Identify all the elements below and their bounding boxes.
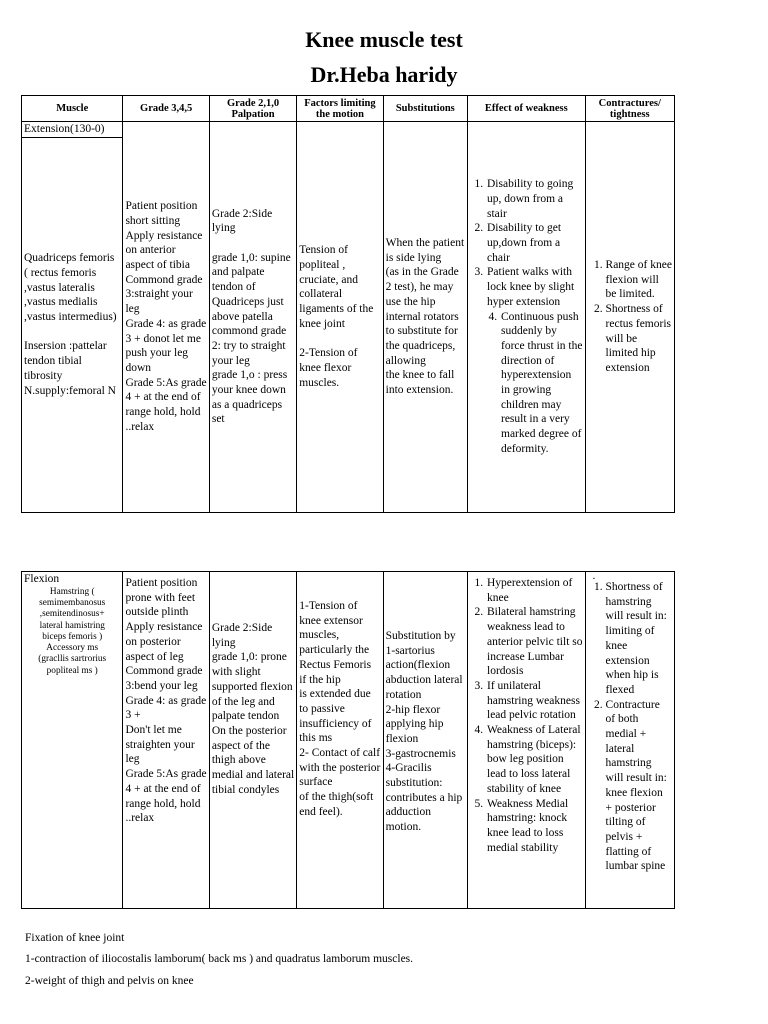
extension-weakness xyxy=(468,122,586,513)
extension-muscle: Quadriceps femoris ( rectus femoris ,vastus lateralis ,vastus medialis ,vastus intermedius) Insersion :pattelar tendon tibial tibrosity N.supply:femoral N xyxy=(22,137,123,512)
fixation-item: 2-weight of thigh and pelvis on knee xyxy=(25,975,194,987)
flexion-grade210: Grade 2:Side lying grade 1,0: prone with slight supported flexion of the leg and palpate tendon On the posterior aspect of the thigh above medial and lateral tibial condyles xyxy=(209,572,296,909)
extension-factors: Tension of popliteal , cruciate, and collateral ligaments of the knee joint 2-Tension of knee flexor muscles. xyxy=(297,122,383,513)
flexion-contractures xyxy=(585,572,674,909)
list-item: 5. Weakness Medial hamstring: knock knee lead to loss medial stability xyxy=(486,797,583,856)
list-item: 2. Shortness of rectus femoris will be limited hip extension xyxy=(606,302,672,376)
column-header-muscle: Muscle xyxy=(22,96,123,122)
flexion-factors: 1-Tension of knee extensor muscles, particularly the Rectus Femoris if the hip is extended due to passive insufficiency of this ms 2- Contact of calf with the posterior surface of the thigh(soft end feel). xyxy=(297,572,383,909)
column-header-contractures: Contractures/ tightness xyxy=(585,96,674,122)
fixation-title: Fixation of knee joint xyxy=(25,932,125,944)
page-author: Dr.Heba haridy xyxy=(310,62,458,87)
flexion-grade345: Patient position prone with feet outside plinth Apply resistance on posterior aspect of leg Commond grade 3:bend your leg Grade 4: as grade 3 + Don't let me straighten your leg Grade 5:As grade 4 + at the end of range hold, hold ..relax xyxy=(123,572,209,909)
column-header-substitutions: Substitutions xyxy=(383,96,467,122)
extension-substitutions: When the patient is side lying (as in the Grade 2 test), he may use the hip internal rotators to substitute for the quadriceps, allowing the knee to fall into extension. xyxy=(383,122,467,513)
flexion-row xyxy=(22,572,675,909)
list-item: 3. If unilateral hamstring weakness lead pelvic rotation xyxy=(486,679,583,723)
table-header-row xyxy=(22,96,675,122)
flexion-weakness xyxy=(468,572,586,909)
extension-label-row xyxy=(22,122,675,138)
column-header-grade-210: Grade 2,1,0 Palpation xyxy=(209,96,296,122)
flexion-muscle-list: Hamstring ( semimembanosus ,semitendinosus+ lateral hamistring biceps femoris ) Accessory ms (gracllis sartrorius popliteal ms ) xyxy=(38,586,107,676)
extension-label: Extension(130-0) xyxy=(22,122,123,138)
list-item: 1. Hyperextension of knee xyxy=(486,576,583,605)
column-header-grade-345: Grade 3,4,5 xyxy=(123,96,209,122)
list-item: 2. Disability to get up,down from a chair xyxy=(486,221,583,265)
column-header-weakness: Effect of weakness xyxy=(468,96,586,122)
list-item: 1. Range of knee flexion will be limited. xyxy=(606,258,672,302)
list-item: 1. Shortness of hamstring will result in: limiting of knee extension when hip is flexed xyxy=(606,580,672,698)
flexion-substitutions: Substitution by 1-sartorius action(flexion abduction lateral rotation 2-hip flexor applying hip flexion 3-gastrocnemis 4-Gracilis substitution: contributes a hip adduction motion. xyxy=(383,572,467,909)
fixation-item: 1-contraction of iliocostalis lamborum( back ms ) and quadratus lamborum muscles. xyxy=(25,953,414,965)
extension-table xyxy=(21,95,675,513)
list-item: 2. Bilateral hamstring weakness lead to anterior pelvic tilt so increase Lumbar lordosis xyxy=(486,605,583,679)
extension-grade345: Patient position short sitting Apply resistance on anterior aspect of tibia Commond grade 3:straight your leg Grade 4: as grade 3 + donot let me push your leg down Grade 5:As grade 4 + at the end of range hold, hold ..relax xyxy=(123,122,209,513)
contractures-mark: . xyxy=(592,570,596,582)
column-header-factors: Factors limiting the motion xyxy=(297,96,383,122)
flexion-label: Flexion xyxy=(24,573,60,585)
list-item: 4. Continuous push suddenly by force thrust in the direction of hyperextension in growing children may result in a very marked degree of deformity. xyxy=(500,310,583,457)
extension-contractures xyxy=(585,122,674,513)
list-item: 1. Disability to going up, down from a stair xyxy=(486,177,583,221)
flexion-muscle xyxy=(22,572,123,909)
extension-grade210: Grade 2:Side lying grade 1,0: supine and palpate tendon of Quadriceps just above patella commond grade 2: try to straight your leg grade 1,o : press your knee down as a quadriceps set xyxy=(209,122,296,513)
list-item: 4. Weakness of Lateral hamstring (biceps): bow leg position lead to loss lateral stability of knee xyxy=(486,723,583,797)
list-item: 3. Patient walks with lock knee by slight hyper extension xyxy=(486,265,583,309)
flexion-table xyxy=(21,571,675,909)
list-item: 2. Contracture of both medial + lateral hamstring will result in: knee flexion + posterior tilting of pelvis + flatting of lumbar spine xyxy=(606,698,672,874)
page-title: Knee muscle test xyxy=(305,27,463,52)
